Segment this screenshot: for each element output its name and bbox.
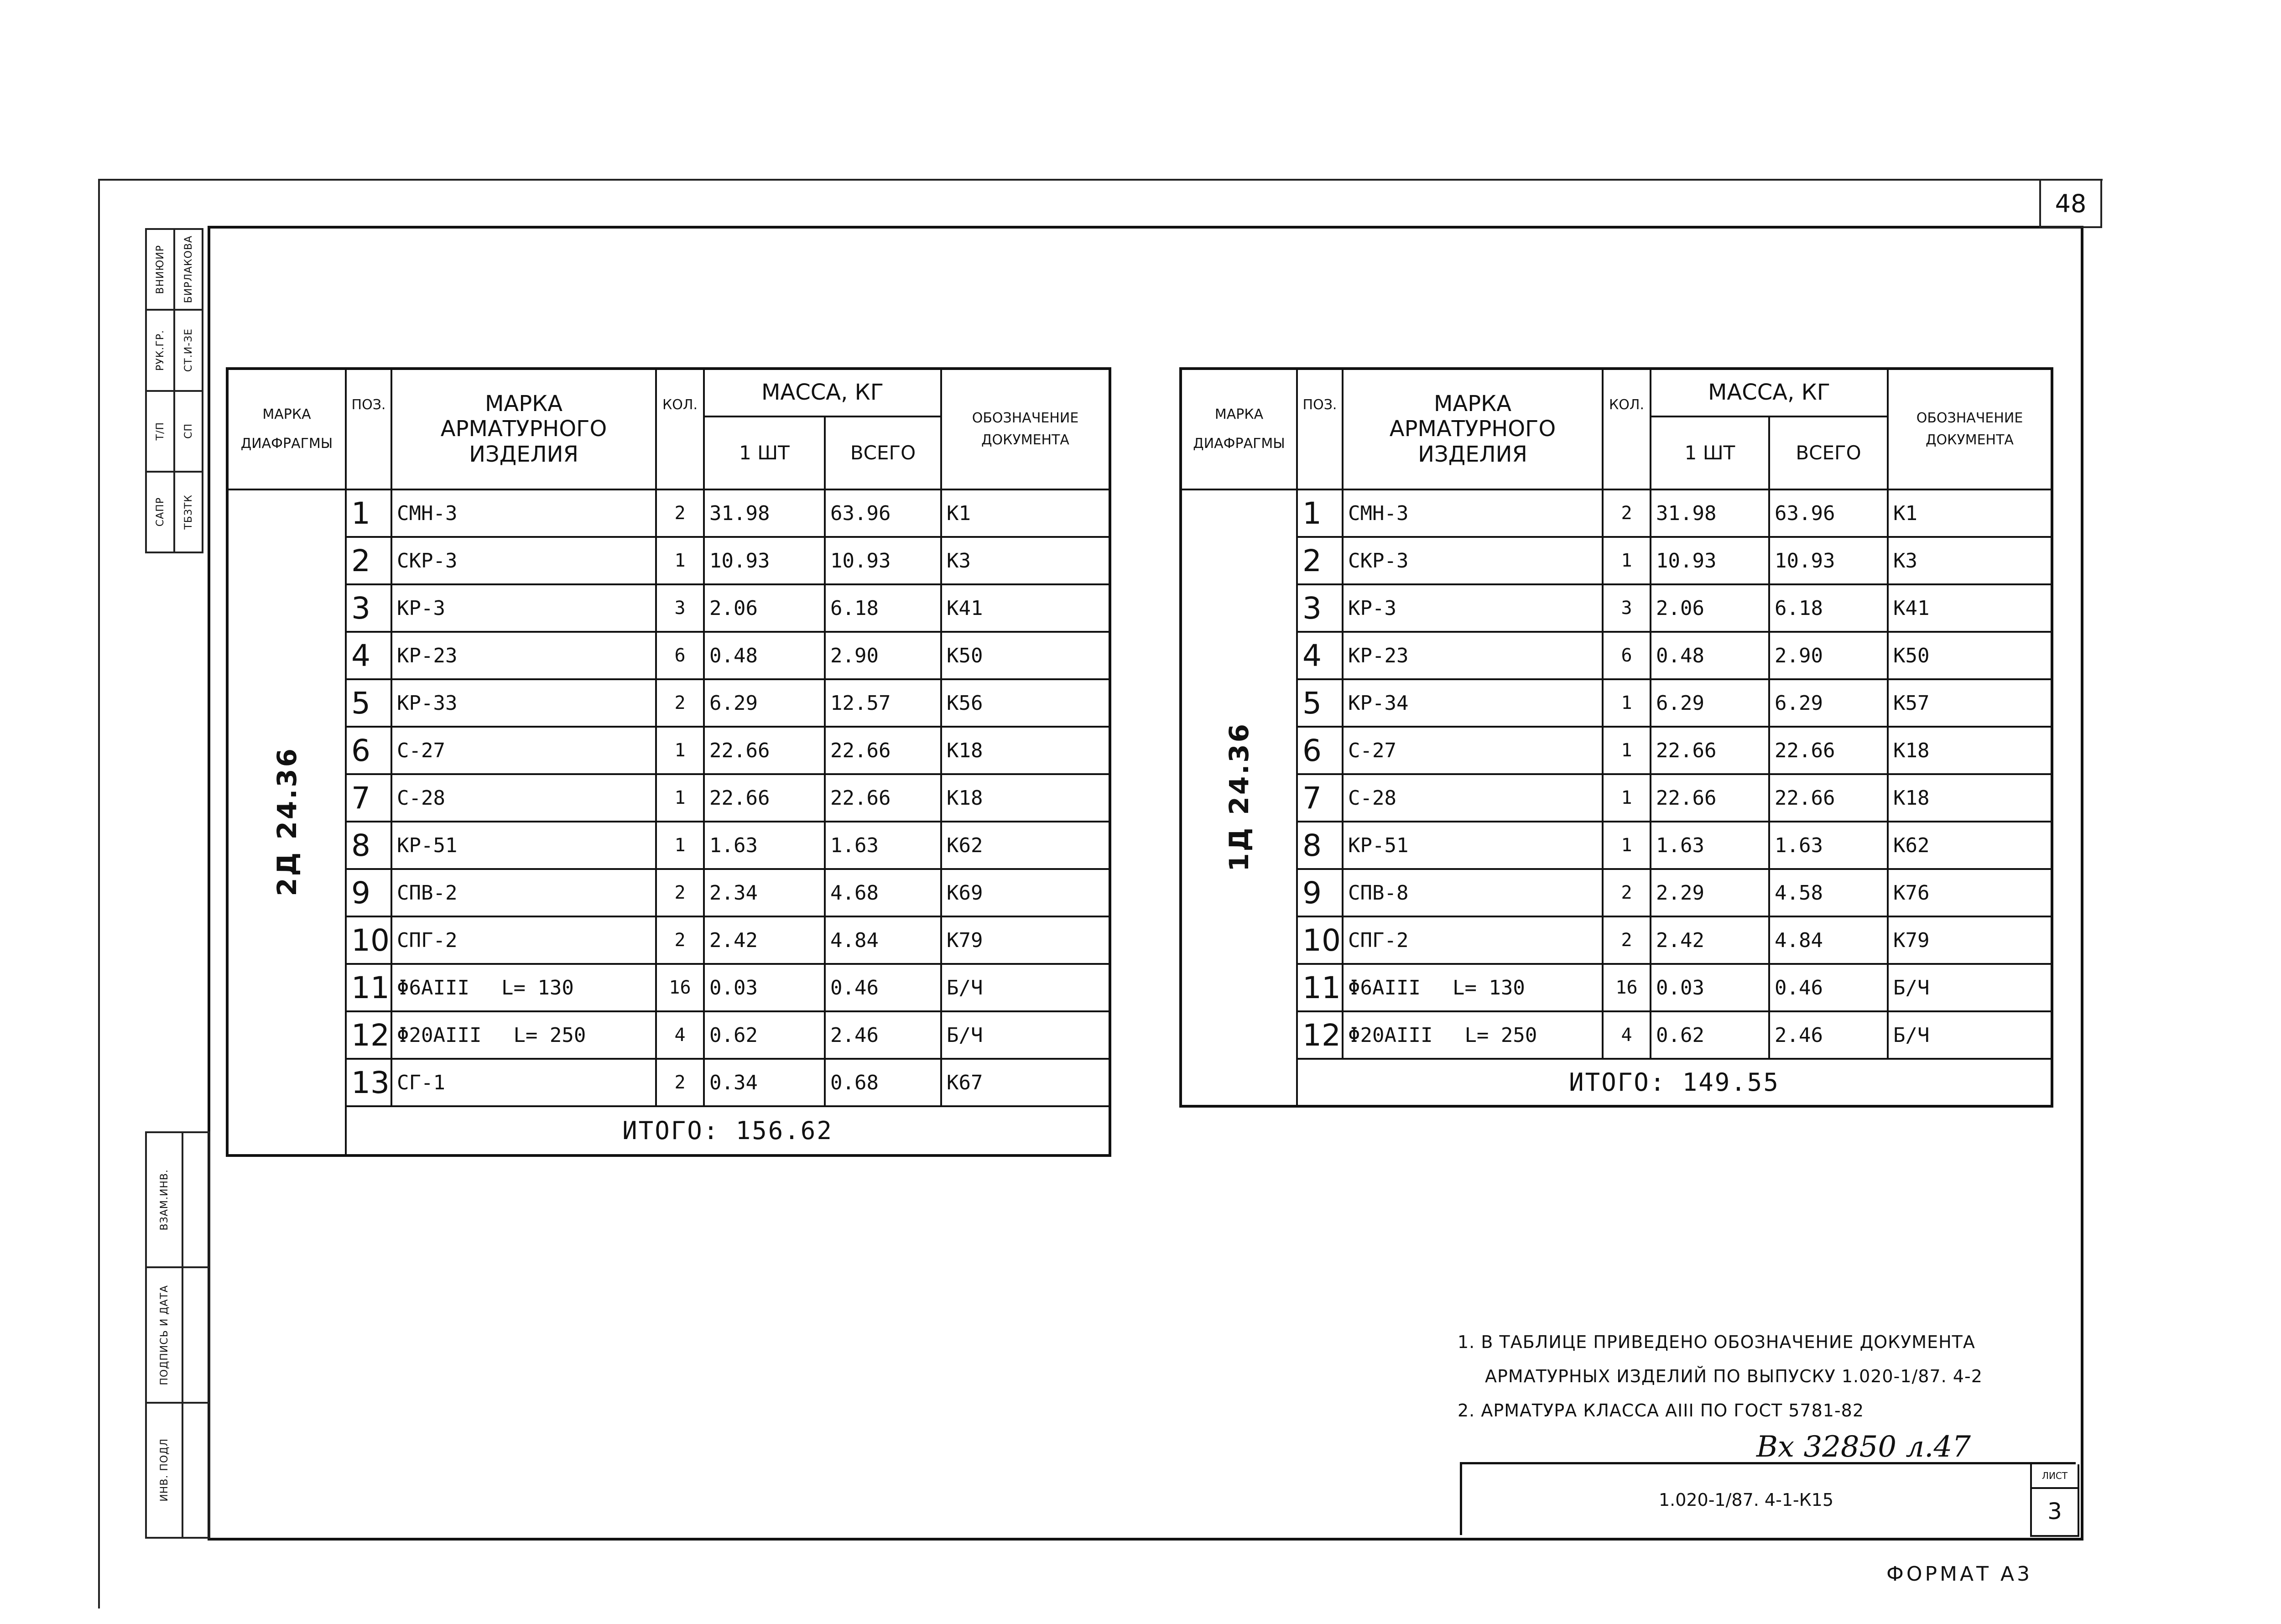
position-cell: 5 [1297, 679, 1343, 727]
position-cell: 8 [346, 822, 391, 869]
item-mark-cell: СПВ-2 [391, 869, 656, 916]
mass-one-cell: 0.62 [704, 1011, 825, 1059]
mass-total-cell: 63.96 [825, 489, 941, 537]
item-mark-cell: СПГ-2 [391, 916, 656, 964]
quantity-cell: 2 [656, 679, 704, 727]
document-cell: К18 [1888, 727, 2052, 774]
header-mass-one: 1 ШТ [1651, 416, 1769, 489]
document-cell: К69 [941, 869, 1110, 916]
total-cell: ИТОГО: 156.62 [346, 1106, 1110, 1156]
document-cell: Б/Ч [941, 964, 1110, 1011]
mass-total-cell: 22.66 [825, 774, 941, 822]
quantity-cell: 6 [1603, 632, 1651, 679]
mass-one-cell: 22.66 [704, 727, 825, 774]
mass-one-cell: 2.34 [704, 869, 825, 916]
mass-total-cell: 22.66 [825, 727, 941, 774]
item-mark-cell: СКР-3 [391, 537, 656, 584]
quantity-cell: 2 [656, 869, 704, 916]
document-cell: К56 [941, 679, 1110, 727]
quantity-cell: 4 [656, 1011, 704, 1059]
item-mark-cell: С-27 [391, 727, 656, 774]
document-cell: К3 [941, 537, 1110, 584]
document-cell: Б/Ч [941, 1011, 1110, 1059]
quantity-cell: 2 [656, 489, 704, 537]
position-cell: 10 [346, 916, 391, 964]
page-number: 48 [2039, 179, 2102, 228]
quantity-cell: 6 [656, 632, 704, 679]
position-cell: 7 [346, 774, 391, 822]
quantity-cell: 2 [1603, 916, 1651, 964]
header-doc: ОБОЗНАЧЕНИЕ ДОКУМЕНТА [941, 369, 1110, 489]
item-mark-cell: КР-33 [391, 679, 656, 727]
position-cell: 12 [1297, 1011, 1343, 1059]
quantity-cell: 1 [656, 727, 704, 774]
binding-cell: БИРЛАКОВА [175, 230, 202, 311]
table-row [227, 869, 1110, 916]
mass-total-cell: 0.46 [825, 964, 941, 1011]
item-mark-cell: Φ20АIII L= 250 [1343, 1011, 1603, 1059]
binding-column-2 [175, 230, 202, 552]
mass-total-cell: 1.63 [825, 822, 941, 869]
position-cell: 11 [1297, 964, 1343, 1011]
handwritten-registration: Вх 32850 л.47 [1756, 1430, 1971, 1464]
mass-total-cell: 0.46 [1769, 964, 1888, 1011]
diaphragm-cell [227, 489, 346, 1156]
document-cell: К67 [941, 1059, 1110, 1106]
title-block-designation: 1.020-1/87. 4-1-К15 [1658, 1489, 1834, 1510]
binding-cell: САПР [154, 497, 166, 527]
position-cell: 8 [1297, 822, 1343, 869]
binding-cell [183, 1133, 208, 1268]
position-cell: 6 [346, 727, 391, 774]
table-row [1181, 1011, 2052, 1059]
binding-strip-bottom [145, 1131, 210, 1539]
table-row [1181, 679, 2052, 727]
table-header-row [1181, 369, 2052, 416]
mass-total-cell: 63.96 [1769, 489, 1888, 537]
quantity-cell: 1 [1603, 822, 1651, 869]
position-cell: 11 [346, 964, 391, 1011]
quantity-cell: 16 [656, 964, 704, 1011]
position-cell: 2 [346, 537, 391, 584]
position-cell: 9 [1297, 869, 1343, 916]
item-mark-cell: Φ20АIII L= 250 [391, 1011, 656, 1059]
header-diaphragm: МАРКА ДИАФРАГМЫ [227, 369, 346, 489]
item-mark-cell: КР-51 [1343, 822, 1603, 869]
sheet-number: 3 [2030, 1487, 2079, 1537]
mass-total-cell: 6.18 [1769, 584, 1888, 632]
table-row [1181, 774, 2052, 822]
table-body [1181, 489, 2052, 1106]
header-mass-total: ВСЕГО [1769, 416, 1888, 489]
item-mark-cell: СМН-3 [1343, 489, 1603, 537]
table-row [1181, 727, 2052, 774]
mass-total-cell: 2.90 [825, 632, 941, 679]
mass-one-cell: 6.29 [1651, 679, 1769, 727]
document-cell: К18 [1888, 774, 2052, 822]
table-row [227, 774, 1110, 822]
mass-total-cell: 22.66 [1769, 727, 1888, 774]
position-cell: 3 [1297, 584, 1343, 632]
binding-cell: ИНВ. ПОДЛ [158, 1438, 170, 1502]
mass-total-cell: 22.66 [1769, 774, 1888, 822]
quantity-cell: 3 [656, 584, 704, 632]
header-mass-one: 1 ШТ [704, 416, 825, 489]
binding-cell: СП [175, 392, 202, 473]
mass-one-cell: 6.29 [704, 679, 825, 727]
table-row [227, 964, 1110, 1011]
total-row [1181, 1059, 2052, 1106]
total-row [227, 1106, 1110, 1156]
diaphragm-cell [1181, 489, 1297, 1106]
document-cell: К79 [1888, 916, 2052, 964]
header-pos: ПОЗ. [346, 369, 391, 489]
mass-one-cell: 2.42 [704, 916, 825, 964]
position-cell: 1 [346, 489, 391, 537]
mass-total-cell: 12.57 [825, 679, 941, 727]
note-1: 1. В ТАБЛИЦЕ ПРИВЕДЕНО ОБОЗНАЧЕНИЕ ДОКУМЕНТА [1458, 1332, 1975, 1352]
item-mark-cell: СПГ-2 [1343, 916, 1603, 964]
binding-cell: ВЗАМ.ИНВ. [147, 1133, 182, 1268]
document-cell: К18 [941, 774, 1110, 822]
position-cell: 1 [1297, 489, 1343, 537]
mass-one-cell: 0.03 [704, 964, 825, 1011]
mass-one-cell: 0.62 [1651, 1011, 1769, 1059]
header-pos: ПОЗ. [1297, 369, 1343, 489]
header-mass: МАССА, КГ [704, 369, 941, 416]
item-mark-cell: КР-34 [1343, 679, 1603, 727]
item-mark-cell: С-28 [391, 774, 656, 822]
quantity-cell: 1 [656, 774, 704, 822]
header-item: МАРКА АРМАТУРНОГО ИЗДЕЛИЯ [1343, 369, 1603, 489]
quantity-cell: 1 [1603, 727, 1651, 774]
mass-total-cell: 4.58 [1769, 869, 1888, 916]
position-cell: 12 [346, 1011, 391, 1059]
document-cell: К57 [1888, 679, 2052, 727]
mass-one-cell: 10.93 [704, 537, 825, 584]
position-cell: 4 [1297, 632, 1343, 679]
mass-total-cell: 4.84 [1769, 916, 1888, 964]
position-cell: 4 [346, 632, 391, 679]
header-mass: МАССА, КГ [1651, 369, 1888, 416]
header-mass-total: ВСЕГО [825, 416, 941, 489]
mass-one-cell: 0.03 [1651, 964, 1769, 1011]
header-item: МАРКА АРМАТУРНОГО ИЗДЕЛИЯ [391, 369, 656, 489]
mass-one-cell: 0.48 [1651, 632, 1769, 679]
mass-one-cell: 0.48 [704, 632, 825, 679]
position-cell: 6 [1297, 727, 1343, 774]
item-mark-cell: СГ-1 [391, 1059, 656, 1106]
table-row [227, 822, 1110, 869]
table-row [1181, 964, 2052, 1011]
document-cell: К18 [941, 727, 1110, 774]
mass-total-cell: 6.18 [825, 584, 941, 632]
table-row [227, 584, 1110, 632]
mass-total-cell: 1.63 [1769, 822, 1888, 869]
position-cell: 2 [1297, 537, 1343, 584]
mass-total-cell: 4.68 [825, 869, 941, 916]
mass-total-cell: 10.93 [825, 537, 941, 584]
header-doc: ОБОЗНАЧЕНИЕ ДОКУМЕНТА [1888, 369, 2052, 489]
table-row [227, 916, 1110, 964]
item-mark-cell: КР-3 [391, 584, 656, 632]
header-qty: КОЛ. [656, 369, 704, 489]
mass-one-cell: 2.06 [704, 584, 825, 632]
document-cell: К62 [941, 822, 1110, 869]
table-row [1181, 537, 2052, 584]
item-mark-cell: С-28 [1343, 774, 1603, 822]
quantity-cell: 1 [1603, 774, 1651, 822]
document-cell: К76 [1888, 869, 2052, 916]
position-cell: 9 [346, 869, 391, 916]
mass-one-cell: 31.98 [704, 489, 825, 537]
total-value: 149.55 [1682, 1068, 1780, 1097]
binding-cell: ПОДПИСЬ И ДАТА [147, 1268, 182, 1403]
quantity-cell: 1 [1603, 537, 1651, 584]
binding-cell [183, 1404, 208, 1537]
title-block [1460, 1462, 2076, 1535]
document-cell: К79 [941, 916, 1110, 964]
document-cell: Б/Ч [1888, 1011, 2052, 1059]
quantity-cell: 4 [1603, 1011, 1651, 1059]
table-body [227, 489, 1110, 1156]
table-row [227, 727, 1110, 774]
mass-one-cell: 22.66 [1651, 727, 1769, 774]
mass-total-cell: 0.68 [825, 1059, 941, 1106]
mass-total-cell: 6.29 [1769, 679, 1888, 727]
binding-cell: СТ.И-ЗЕ [175, 311, 202, 391]
item-mark-cell: КР-23 [391, 632, 656, 679]
binding-cell: Т/П [147, 392, 173, 473]
mass-one-cell: 0.34 [704, 1059, 825, 1106]
diaphragm-mark: 1Д 24.36 [1224, 722, 1255, 872]
mass-one-cell: 22.66 [704, 774, 825, 822]
item-mark-cell: СПВ-8 [1343, 869, 1603, 916]
item-mark-cell: СМН-3 [391, 489, 656, 537]
mass-total-cell: 10.93 [1769, 537, 1888, 584]
spec-table-left [226, 367, 1111, 1157]
table-header-row [227, 369, 1110, 416]
position-cell: 13 [346, 1059, 391, 1106]
table-row [227, 537, 1110, 584]
mass-total-cell: 4.84 [825, 916, 941, 964]
binding-labels-column [147, 1133, 183, 1537]
table-row [1181, 822, 2052, 869]
quantity-cell: 3 [1603, 584, 1651, 632]
document-cell: К41 [1888, 584, 2052, 632]
mass-total-cell: 2.46 [1769, 1011, 1888, 1059]
table-row [1181, 584, 2052, 632]
total-value: 156.62 [735, 1116, 833, 1145]
position-cell: 5 [346, 679, 391, 727]
table-row [227, 679, 1110, 727]
document-cell: К41 [941, 584, 1110, 632]
quantity-cell: 1 [1603, 679, 1651, 727]
item-mark-cell: КР-3 [1343, 584, 1603, 632]
document-cell: К62 [1888, 822, 2052, 869]
quantity-cell: 2 [656, 1059, 704, 1106]
document-cell: К1 [1888, 489, 2052, 537]
quantity-cell: 16 [1603, 964, 1651, 1011]
mass-one-cell: 31.98 [1651, 489, 1769, 537]
binding-blank-column [183, 1133, 208, 1537]
document-cell: К1 [941, 489, 1110, 537]
diaphragm-mark: 2Д 24.36 [271, 746, 302, 896]
mass-one-cell: 22.66 [1651, 774, 1769, 822]
quantity-cell: 2 [1603, 489, 1651, 537]
mass-one-cell: 2.29 [1651, 869, 1769, 916]
item-mark-cell: КР-23 [1343, 632, 1603, 679]
header-qty: КОЛ. [1603, 369, 1651, 489]
mass-one-cell: 10.93 [1651, 537, 1769, 584]
mass-total-cell: 2.46 [825, 1011, 941, 1059]
table-row [1181, 632, 2052, 679]
item-mark-cell: С-27 [1343, 727, 1603, 774]
quantity-cell: 2 [1603, 869, 1651, 916]
binding-strip-top [145, 228, 203, 553]
binding-cell: РУК.ГР. [147, 311, 173, 391]
item-mark-cell: Φ6АIII L= 130 [391, 964, 656, 1011]
binding-cell: ТБЗТК [182, 494, 194, 530]
format-label: ФОРМАТ А3 [1886, 1562, 2033, 1586]
table-row [1181, 916, 2052, 964]
table-row [227, 489, 1110, 537]
mass-one-cell: 1.63 [1651, 822, 1769, 869]
quantity-cell: 2 [656, 916, 704, 964]
note-2: 2. АРМАТУРА КЛАССА АIII ПО ГОСТ 5781-82 [1458, 1400, 1864, 1421]
table-row [1181, 489, 2052, 537]
header-diaphragm: МАРКА ДИАФРАГМЫ [1181, 369, 1297, 489]
binding-cell: ВНИЮИР [147, 230, 173, 311]
table-row [1181, 869, 2052, 916]
position-cell: 10 [1297, 916, 1343, 964]
document-cell: Б/Ч [1888, 964, 2052, 1011]
total-cell: ИТОГО: 149.55 [1297, 1059, 2052, 1106]
document-cell: К50 [941, 632, 1110, 679]
item-mark-cell: КР-51 [391, 822, 656, 869]
binding-column-1 [147, 230, 175, 552]
spec-table-right [1179, 367, 2053, 1108]
table-row [227, 632, 1110, 679]
table-row [227, 1059, 1110, 1106]
mass-one-cell: 2.42 [1651, 916, 1769, 964]
note-1-continued: АРМАТУРНЫХ ИЗДЕЛИЙ ПО ВЫПУСКУ 1.020-1/87. 4-2 [1485, 1366, 1983, 1386]
item-mark-cell: СКР-3 [1343, 537, 1603, 584]
document-cell: К3 [1888, 537, 2052, 584]
mass-total-cell: 2.90 [1769, 632, 1888, 679]
binding-cell [183, 1268, 208, 1403]
document-cell: К50 [1888, 632, 2052, 679]
table-row [227, 1011, 1110, 1059]
mass-one-cell: 2.06 [1651, 584, 1769, 632]
position-cell: 7 [1297, 774, 1343, 822]
sheet-label: ЛИСТ [2030, 1464, 2079, 1489]
position-cell: 3 [346, 584, 391, 632]
quantity-cell: 1 [656, 537, 704, 584]
item-mark-cell: Φ6АIII L= 130 [1343, 964, 1603, 1011]
mass-one-cell: 1.63 [704, 822, 825, 869]
quantity-cell: 1 [656, 822, 704, 869]
